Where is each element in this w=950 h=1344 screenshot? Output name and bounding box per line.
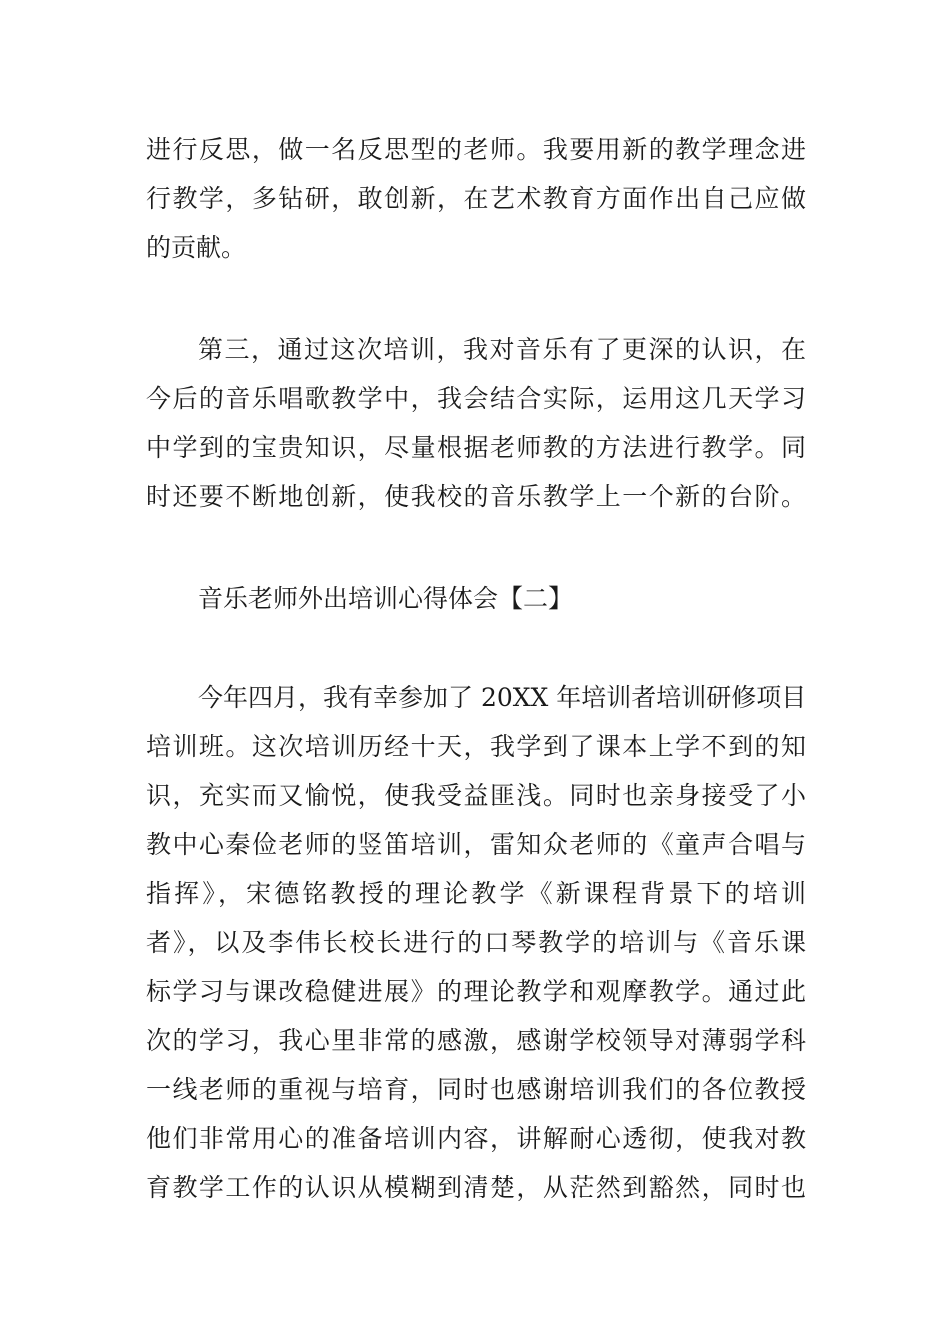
text-line: 第三，通过这次培训，我对音乐有了更深的认识，在 <box>198 335 806 364</box>
text-line: 行教学，多钻研，敢创新，在艺术教育方面作出自己应做 <box>146 184 806 213</box>
text-line: 他们非常用心的准备培训内容，讲解耐心透彻，使我对教 <box>146 1124 806 1153</box>
text-line: 教中心秦俭老师的竖笛培训，雷知众老师的《童声合唱与 <box>146 830 806 859</box>
text-line: 中学到的宝贵知识，尽量根据老师教的方法进行教学。同 <box>146 433 806 462</box>
text-line: 指挥》，宋德铭教授的理论教学《新课程背景下的培训 <box>146 879 806 908</box>
text-line: 的贡献。 <box>146 233 247 262</box>
text-line: 今年四月，我有幸参加了 20XX 年培训者培训研修项目 <box>198 683 807 712</box>
text-line: 培训班。这次培训历经十天，我学到了课本上学不到的知 <box>146 732 806 761</box>
text-line: 次的学习，我心里非常的感激，感谢学校领导对薄弱学科 <box>146 1026 806 1055</box>
text-line: 标学习与课改稳健进展》的理论教学和观摩教学。通过此 <box>146 977 806 1006</box>
text-line: 者》，以及李伟长校长进行的口琴教学的培训与《音乐课 <box>146 928 806 957</box>
text-line: 今后的音乐唱歌教学中，我会结合实际，运用这几天学习 <box>146 384 806 413</box>
text-line: 进行反思，做一名反思型的老师。我要用新的教学理念进 <box>146 135 806 164</box>
text-line: 时还要不断地创新，使我校的音乐教学上一个新的台阶。 <box>146 482 806 511</box>
section-heading: 音乐老师外出培训心得体会【二】 <box>198 584 574 613</box>
text-line: 识，充实而又愉悦，使我受益匪浅。同时也亲身接受了小 <box>146 781 806 810</box>
text-line: 育教学工作的认识从模糊到清楚，从茫然到豁然，同时也 <box>146 1173 806 1202</box>
text-line: 一线老师的重视与培育，同时也感谢培训我们的各位教授 <box>146 1075 806 1104</box>
